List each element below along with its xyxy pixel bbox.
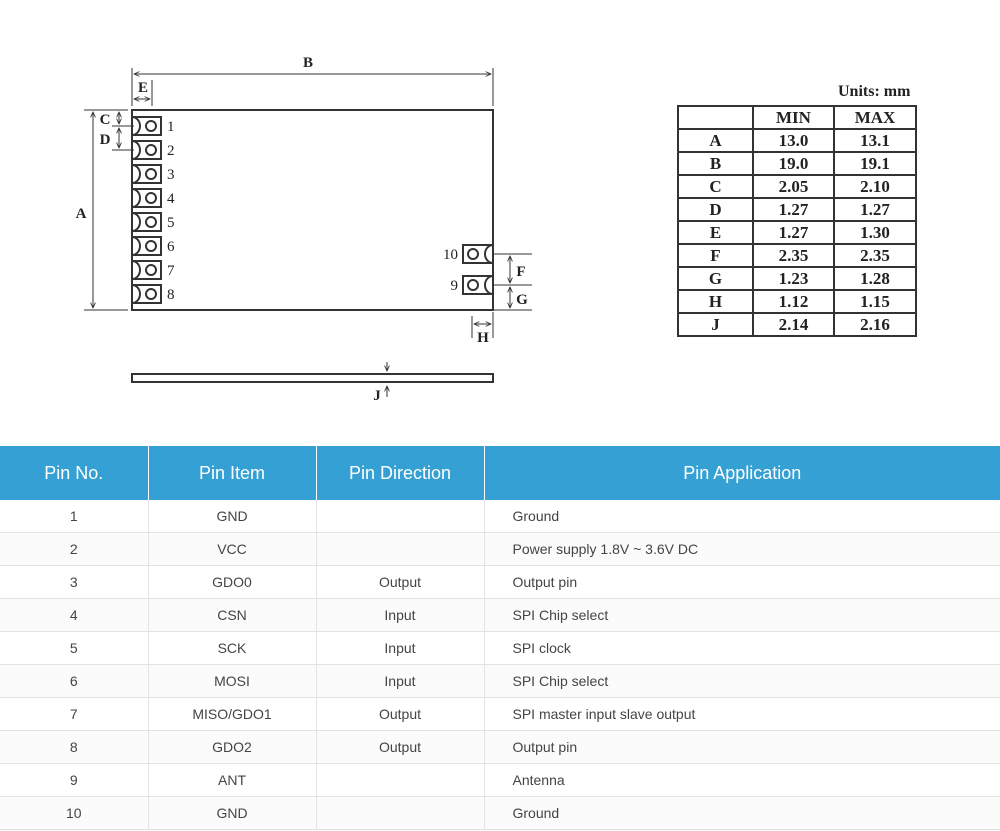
dim-label-d: D xyxy=(99,132,111,148)
pad-hole xyxy=(146,289,156,299)
dimension-row xyxy=(678,267,916,290)
pin-no-cell: 2 xyxy=(0,533,148,566)
table-row xyxy=(0,797,1000,830)
table-row xyxy=(0,698,1000,731)
pad-hole xyxy=(146,241,156,251)
dimension-max: 1.30 xyxy=(834,221,916,244)
pin-direction-cell xyxy=(316,533,484,566)
dimension-header-min: MIN xyxy=(753,106,834,129)
dim-label-g: G xyxy=(516,292,528,308)
pin-direction-header: Pin Direction xyxy=(316,446,484,500)
pin-number-label: 5 xyxy=(167,215,175,231)
dimension-header-row xyxy=(678,106,916,129)
pin-application-cell: Output pin xyxy=(484,731,1000,764)
dimension-header-blank xyxy=(678,106,753,129)
dim-label-c: C xyxy=(99,112,111,128)
pin-direction-cell: Output xyxy=(316,566,484,599)
pin-item-cell: SCK xyxy=(148,632,316,665)
table-row xyxy=(0,764,1000,797)
dimension-row xyxy=(678,290,916,313)
pin-item-cell: MISO/GDO1 xyxy=(148,698,316,731)
dimension-row xyxy=(678,198,916,221)
dimension-row xyxy=(678,221,916,244)
pin-table-header-row xyxy=(0,446,1000,500)
pin-direction-cell xyxy=(316,797,484,830)
pin-number-label: 4 xyxy=(167,191,175,207)
pin-direction-cell: Input xyxy=(316,665,484,698)
dimension-row xyxy=(678,175,916,198)
pin-application-cell: Antenna xyxy=(484,764,1000,797)
dim-label-a: A xyxy=(75,206,87,222)
dimension-min: 1.27 xyxy=(753,198,834,221)
dimension-label: E xyxy=(678,221,753,244)
pin-no-header: Pin No. xyxy=(0,446,148,500)
pin-number-label: 1 xyxy=(167,119,175,135)
dim-label-e: E xyxy=(137,80,149,96)
pin-direction-cell: Output xyxy=(316,698,484,731)
pin-direction-cell: Output xyxy=(316,731,484,764)
pin-item-cell: MOSI xyxy=(148,665,316,698)
dimension-table xyxy=(677,105,917,337)
pad-hole xyxy=(146,169,156,179)
dimension-label: J xyxy=(678,313,753,336)
pin-no-cell: 8 xyxy=(0,731,148,764)
module-side-view xyxy=(132,374,493,382)
pin-direction-cell xyxy=(316,500,484,533)
dimension-row xyxy=(678,313,916,336)
pin-no-cell: 5 xyxy=(0,632,148,665)
dim-label-b: B xyxy=(302,55,314,71)
pin-application-cell: SPI Chip select xyxy=(484,665,1000,698)
pin-definition-table xyxy=(0,446,1000,830)
pin-item-cell: GDO0 xyxy=(148,566,316,599)
pin-no-cell: 9 xyxy=(0,764,148,797)
dimension-min: 13.0 xyxy=(753,129,834,152)
pad-hole xyxy=(146,193,156,203)
table-row xyxy=(0,533,1000,566)
pin-number-label: 8 xyxy=(167,287,175,303)
dimension-header-max: MAX xyxy=(834,106,916,129)
pin-item-cell: GND xyxy=(148,797,316,830)
dimension-row xyxy=(678,129,916,152)
pin-application-cell: Ground xyxy=(484,797,1000,830)
pin-number-label: 9 xyxy=(450,278,458,294)
module-outline xyxy=(132,110,493,310)
dimension-label: F xyxy=(678,244,753,267)
dimension-label: G xyxy=(678,267,753,290)
table-row xyxy=(0,665,1000,698)
pad-hole xyxy=(146,217,156,227)
dimension-label: D xyxy=(678,198,753,221)
pin-item-cell: VCC xyxy=(148,533,316,566)
pin-no-cell: 10 xyxy=(0,797,148,830)
dimension-label: A xyxy=(678,129,753,152)
pad-hole xyxy=(146,265,156,275)
dimension-max: 13.1 xyxy=(834,129,916,152)
pad-hole xyxy=(468,280,478,290)
dimension-min: 2.35 xyxy=(753,244,834,267)
pin-direction-cell xyxy=(316,764,484,797)
pad-hole xyxy=(468,249,478,259)
dimension-min: 1.27 xyxy=(753,221,834,244)
table-row xyxy=(0,599,1000,632)
pin-application-cell: Ground xyxy=(484,500,1000,533)
pin-application-cell: SPI master input slave output xyxy=(484,698,1000,731)
right-pads xyxy=(443,245,493,294)
pin-no-cell: 6 xyxy=(0,665,148,698)
dimension-min: 1.23 xyxy=(753,267,834,290)
pin-application-cell: SPI clock xyxy=(484,632,1000,665)
pin-number-label: 2 xyxy=(167,143,175,159)
dimension-min: 1.12 xyxy=(753,290,834,313)
table-row xyxy=(0,566,1000,599)
dimension-max: 1.15 xyxy=(834,290,916,313)
pin-number-label: 3 xyxy=(167,167,175,183)
table-row xyxy=(0,731,1000,764)
dimension-row xyxy=(678,244,916,267)
pin-number-label: 10 xyxy=(443,247,458,263)
pin-application-cell: SPI Chip select xyxy=(484,599,1000,632)
dimension-max: 2.35 xyxy=(834,244,916,267)
dimension-min: 2.05 xyxy=(753,175,834,198)
dimension-max: 2.10 xyxy=(834,175,916,198)
pin-no-cell: 3 xyxy=(0,566,148,599)
pin-item-header: Pin Item xyxy=(148,446,316,500)
pin-item-cell: GDO2 xyxy=(148,731,316,764)
table-row xyxy=(0,500,1000,533)
pin-number-label: 6 xyxy=(167,239,175,255)
dimension-label: H xyxy=(678,290,753,313)
units-label: Units: mm xyxy=(838,83,911,100)
dim-label-f: F xyxy=(516,264,526,280)
pin-no-cell: 1 xyxy=(0,500,148,533)
dim-label-j: J xyxy=(373,388,381,404)
dimension-max: 1.28 xyxy=(834,267,916,290)
pin-no-cell: 4 xyxy=(0,599,148,632)
dimension-label: B xyxy=(678,152,753,175)
dimension-max: 19.1 xyxy=(834,152,916,175)
pin-direction-cell: Input xyxy=(316,632,484,665)
pin-item-cell: CSN xyxy=(148,599,316,632)
pin-no-cell: 7 xyxy=(0,698,148,731)
dimension-row xyxy=(678,152,916,175)
dim-label-h: H xyxy=(477,330,489,346)
dimension-label: C xyxy=(678,175,753,198)
dimension-max: 2.16 xyxy=(834,313,916,336)
pin-number-label: 7 xyxy=(167,263,175,279)
pin-direction-cell: Input xyxy=(316,599,484,632)
left-pads xyxy=(132,117,175,303)
pad-hole xyxy=(146,145,156,155)
pin-item-cell: ANT xyxy=(148,764,316,797)
pin-application-cell: Power supply 1.8V ~ 3.6V DC xyxy=(484,533,1000,566)
dimension-min: 2.14 xyxy=(753,313,834,336)
pin-item-cell: GND xyxy=(148,500,316,533)
pin-application-header: Pin Application xyxy=(484,446,1000,500)
pad-hole xyxy=(146,121,156,131)
dimension-max: 1.27 xyxy=(834,198,916,221)
dimension-min: 19.0 xyxy=(753,152,834,175)
table-row xyxy=(0,632,1000,665)
pin-application-cell: Output pin xyxy=(484,566,1000,599)
